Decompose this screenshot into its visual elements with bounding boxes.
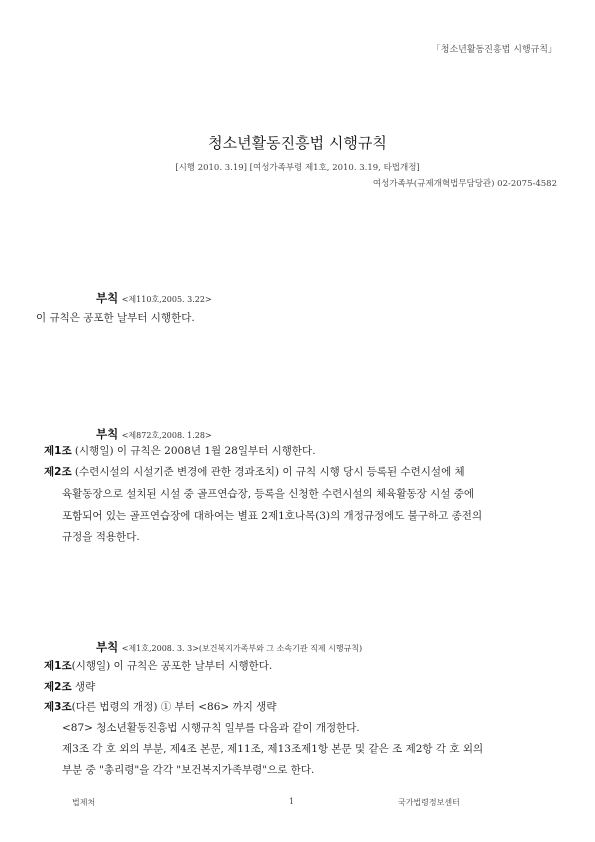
article-number: 제2조	[44, 681, 72, 693]
running-header: 「청소년활동진흥법 시행규칙」	[431, 45, 557, 55]
footer-publisher: 법제처	[72, 798, 96, 807]
article-text: (시행일) 이 규칙은 공포한 날부터 시행한다.	[71, 660, 273, 672]
article-text: (수련시설의 시설기준 변경에 관한 경과조치) 이 규칙 시행 당시 등록된 수련시설에 체	[71, 466, 465, 478]
article-continuation: 부분 중 "총리령"을 각각 "보건복지가족부령"으로 한다.	[62, 764, 315, 776]
article-line	[44, 464, 465, 479]
appendix-label: 부칙	[96, 291, 119, 305]
article-continuation: 규정을 적용한다.	[62, 531, 140, 543]
appendix-heading	[96, 426, 212, 442]
article-continuation: 포함되어 있는 골프연습장에 대하여는 별표 2제1호나목(3)의 개정규정에도 불구하고 종전의	[62, 510, 483, 522]
document-title: 청소년활동진흥법 시행규칙	[208, 134, 387, 152]
article-line	[44, 658, 272, 673]
article-number: 제3조	[44, 701, 72, 713]
article-text: (시행일) 이 규칙은 2008년 1월 28일부터 시행한다.	[71, 445, 316, 457]
article-text: (다른 법령의 개정) ① 부터 <86> 까지 생략	[71, 701, 277, 713]
appendix-note: <제872호,2008. 1.28>	[121, 431, 212, 440]
footer-source: 국가법령정보센터	[398, 798, 460, 807]
article-number: 제2조	[44, 466, 72, 478]
article-continuation: <87> 청소년활동진흥법 시행규칙 일부를 다음과 같이 개정한다.	[62, 722, 360, 734]
article-continuation: 제3조 각 호 외의 부분, 제4조 본문, 제11조, 제13조제1항 본문 및 같은 조 제2항 각 호 외의	[62, 743, 484, 755]
article-continuation: 육활동장으로 설치된 시설 중 골프연습장, 등록을 신청한 수련시설의 체육활동장 시설 중에	[62, 488, 475, 500]
appendix-note: <제110호,2005. 3.22>	[121, 295, 212, 304]
article-line	[44, 443, 316, 458]
article-line	[44, 699, 276, 714]
appendix-label: 부칙	[96, 427, 119, 441]
article-number: 제1조	[44, 660, 72, 672]
appendix-text-line: 이 규칙은 공포한 날부터 시행한다.	[36, 312, 195, 324]
appendix-label: 부칙	[96, 640, 119, 654]
article-number: 제1조	[44, 445, 72, 457]
department-contact: 여성가족부(규제개혁법무담당관) 02-2075-4582	[372, 179, 557, 189]
appendix-heading	[96, 290, 212, 306]
article-text: 생략	[71, 681, 96, 693]
appendix-note: <제1호,2008. 3. 3>(보건복지가족부와 그 소속기관 직제 시행규칙)	[121, 644, 363, 653]
enactment-info: [시행 2010. 3.19] [여성가족부령 제1호, 2010. 3.19, 타법개정]	[175, 163, 420, 173]
page-number: 1	[289, 797, 295, 806]
article-line	[44, 679, 95, 694]
appendix-heading	[96, 639, 362, 655]
